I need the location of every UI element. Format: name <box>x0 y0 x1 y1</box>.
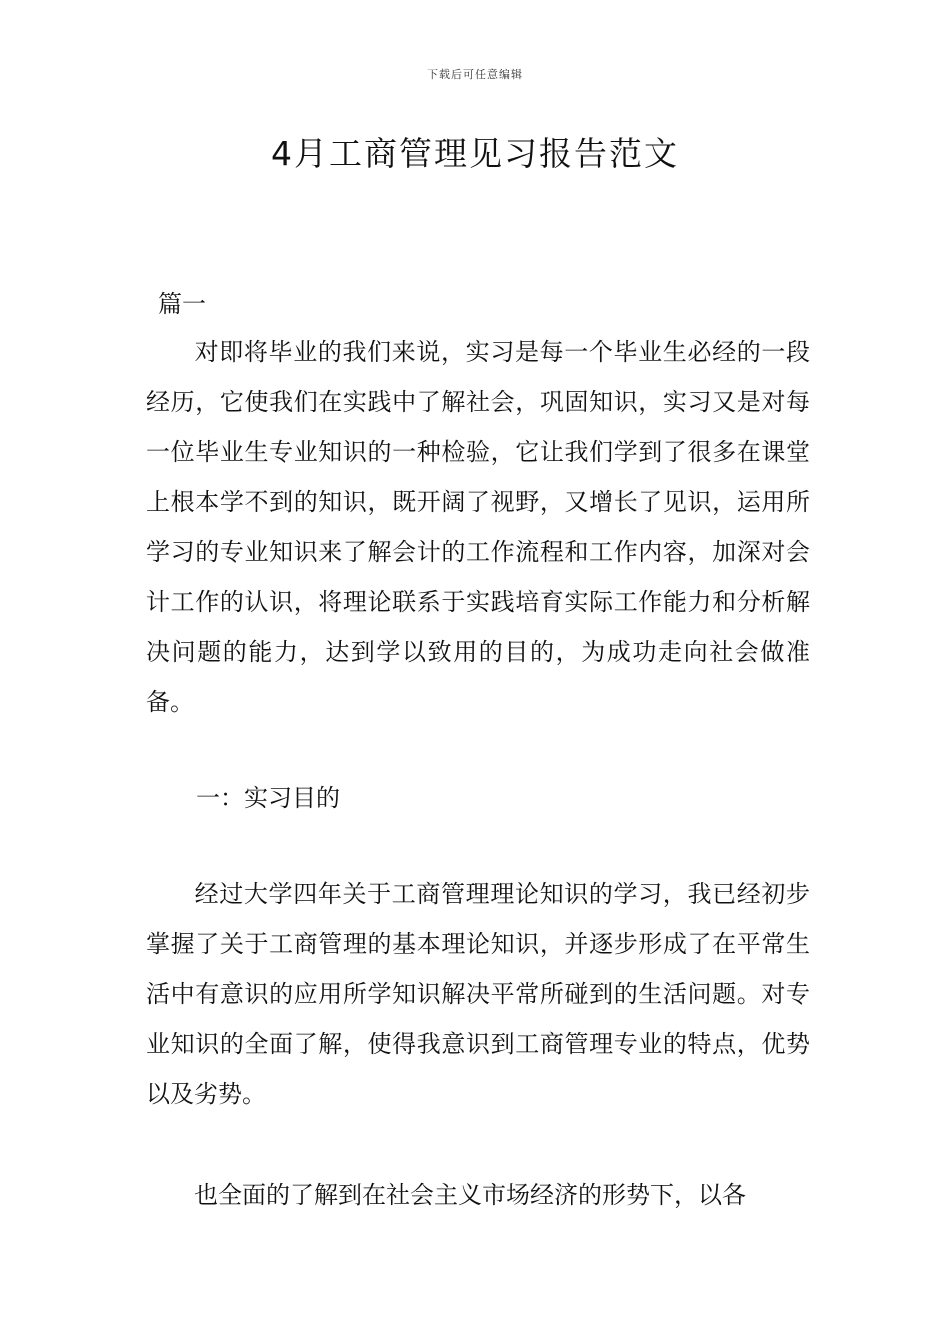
paragraph-3 <box>146 1170 810 1220</box>
paragraph-2 <box>146 869 810 1119</box>
page-header-note: 下载后可任意编辑 <box>427 68 523 81</box>
paragraph-2-text: 经过大学四年关于工商管理理论知识的学习，我已经初步掌握了关于工商管理的基本理论知识，并逐步形成了在平常生活中有意识的应用所学知识解决平常所碰到的生活问题。对专业知识的全面了解，使得我意识到工商管理专业的特点，优势以及劣势。 <box>146 880 810 1108</box>
section-heading-purpose: 一：实习目的 <box>196 784 340 812</box>
paragraph-3-text: 也全面的了解到在社会主义市场经济的形势下，以各 <box>194 1181 746 1209</box>
section-label: 篇一 <box>158 290 206 318</box>
paragraph-1 <box>146 327 810 727</box>
document-title: 4月工商管理见习报告范文 <box>271 134 679 173</box>
paragraph-1-text: 对即将毕业的我们来说，实习是每一个毕业生必经的一段经历，它使我们在实践中了解社会，巩固知识，实习又是对每一位毕业生专业知识的一种检验，它让我们学到了很多在课堂上根本学不到的知识，既开阔了视野，又增长了见识，运用所学习的专业知识来了解会计的工作流程和工作内容，加深对会计工作的认识，将理论联系于实践培育实际工作能力和分析解决问题的能力，达到学以致用的目的，为成功走向社会做准备。 <box>146 338 810 716</box>
